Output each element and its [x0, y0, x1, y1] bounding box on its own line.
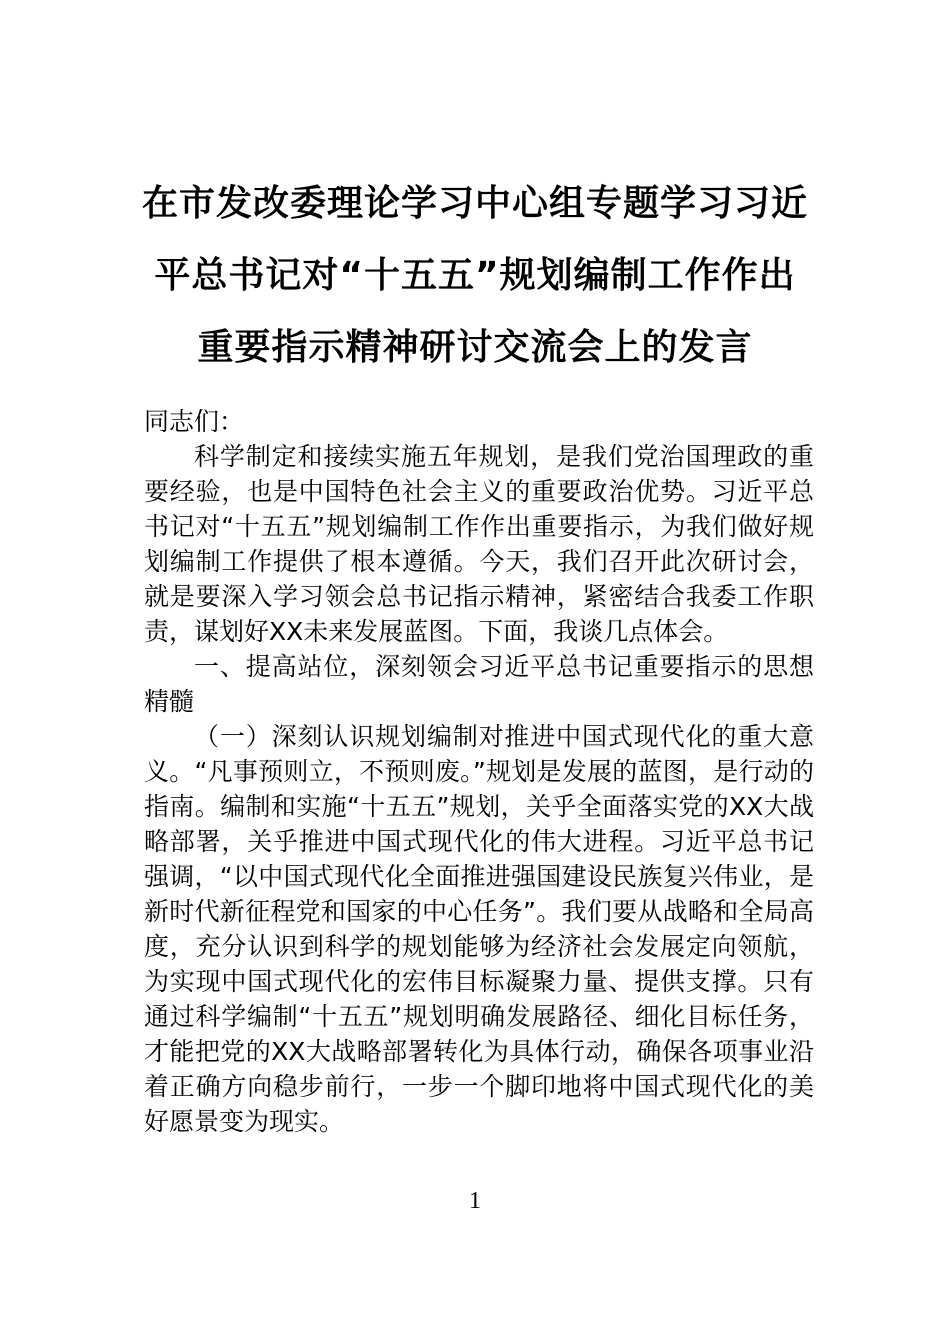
document-title: [110, 168, 840, 384]
title-line: 平总书记对“十五五”规划编制工作作出: [154, 255, 796, 296]
page-number: 1: [469, 1188, 481, 1214]
document-body: [144, 404, 814, 1139]
title-line: 重要指示精神研讨交流会上的发言: [197, 327, 753, 368]
title-line: 在市发改委理论学习中心组专题学习习近: [141, 183, 808, 224]
body-paragraph: （一）深刻认识规划编制对推进中国式现代化的重大意义。“凡事预则立，不预则废。”规划是发展的蓝图，是行动的指南。编制和实施“十五五”规划，关乎全面落实党的XX大战略部署，关乎推进中国式现代化的伟大进程。习近平总书记强调，“以中国式现代化全面推进强国建设民族复兴伟业，是新时代新征程党和国家的中心任务”。我们要从战略和全局高度，充分认识到科学的规划能够为经济社会发展定向领航，为实现中国式现代化的宏伟目标凝聚力量、提供支撑。只有通过科学编制“十五五”规划明确发展路径、细化目标任务，才能把党的XX大战略部署转化为具体行动，确保各项事业沿着正确方向稳步前行，一步一个脚印地将中国式现代化的美好愿景变为现实。: [144, 722, 814, 1136]
salutation: 同志们：: [144, 407, 245, 436]
body-paragraph: 科学制定和接续实施五年规划，是我们党治国理政的重要经验，也是中国特色社会主义的重要政治优势。习近平总书记对“十五五”规划编制工作作出重要指示，为我们做好规划编制工作提供了根本遵循。今天，我们召开此次研讨会，就是要深入学习领会总书记指示精神，紧密结合我委工作职责，谋划好XX未来发展蓝图。下面，我谈几点体会。: [144, 442, 814, 646]
section-heading: 一、提高站位，深刻领会习近平总书记重要指示的思想精髓: [144, 652, 814, 716]
